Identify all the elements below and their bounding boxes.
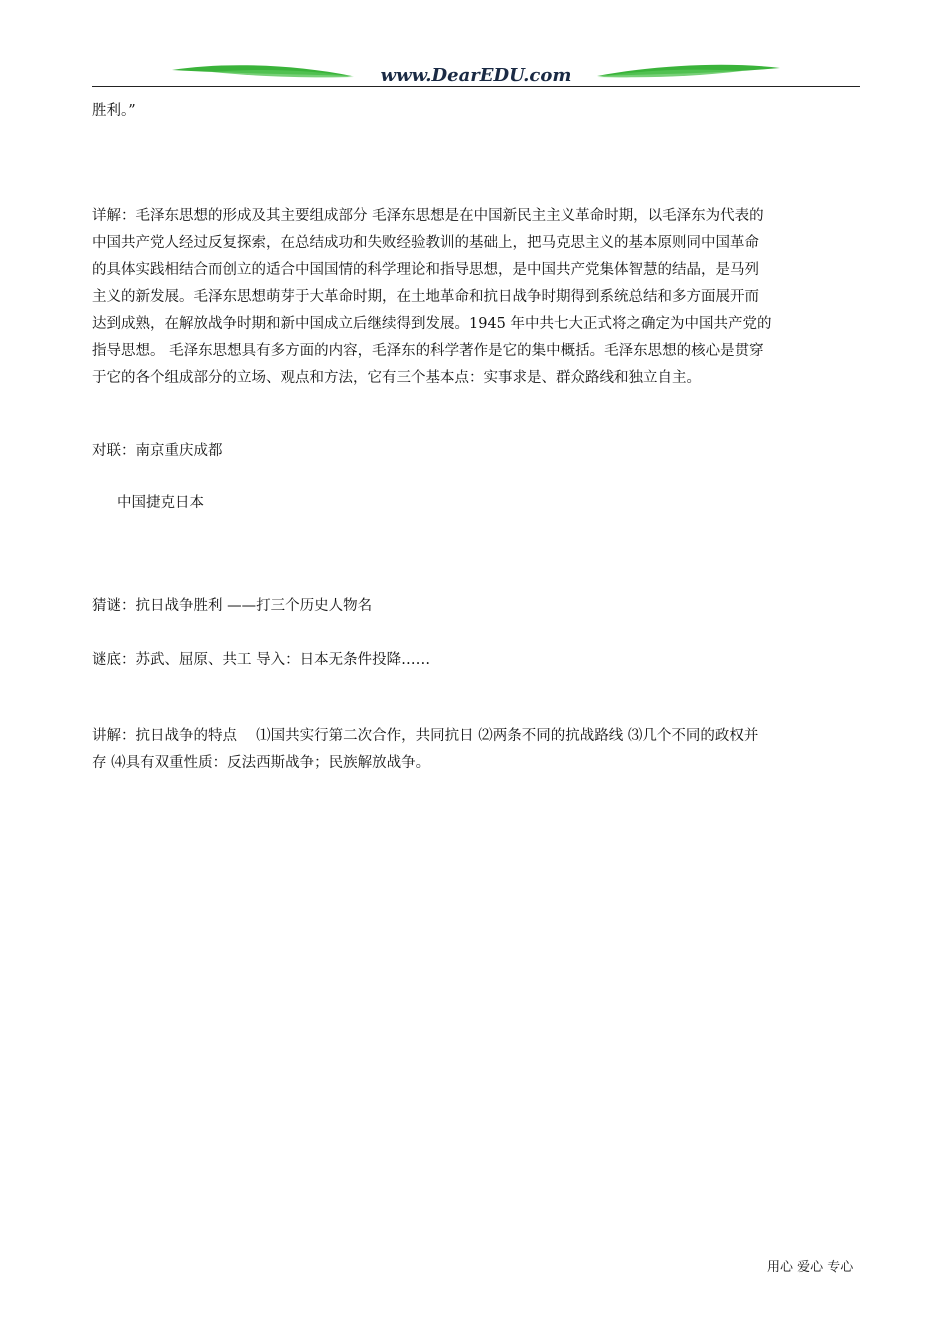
text-line: 讲解：抗日战争的特点 ⑴国共实行第二次合作，共同抗日 ⑵两条不同的抗战路线 ⑶几个不同的政权并 — [92, 728, 759, 744]
text-line: 达到成熟，在解放战争时期和新中国成立后继续得到发展。1945 年中共七大正式将之确定为中国共产党的 — [92, 316, 772, 332]
text-line: 的具体实践相结合而创立的适合中国国情的科学理论和指导思想，是中国共产党集体智慧的结晶，是马列 — [92, 262, 759, 278]
header-rule — [92, 86, 860, 87]
text-line: 主义的新发展。毛泽东思想萌芽于大革命时期，在土地革命和抗日战争时期得到系统总结和多方面展开而 — [92, 289, 759, 305]
couplet-line-2: 中国捷克日本 — [117, 495, 204, 511]
text-line: 详解：毛泽东思想的形成及其主要组成部分 毛泽东思想是在中国新民主主义革命时期，以毛泽东为代表的 — [92, 208, 764, 224]
leaf-swoosh-logo — [92, 60, 860, 92]
text-line: 中国共产党人经过反复探索，在总结成功和失败经验教训的基础上，把马克思主义的基本原则同中国革命 — [92, 235, 759, 251]
text-line: 指导思想。 毛泽东思想具有多方面的内容，毛泽东的科学著作是它的集中概括。毛泽东思想的核心是贯穿 — [92, 343, 764, 359]
paragraph-war-features — [92, 723, 862, 777]
logo-text: www.DearEDU.com — [380, 65, 572, 86]
couplet-line-1: 对联：南京重庆成都 — [92, 443, 223, 459]
riddle-question: 猜谜：抗日战争胜利 ——打三个历史人物名 — [92, 598, 373, 614]
header-logo-banner — [92, 60, 860, 92]
text-line: 存 ⑷具有双重性质：反法西斯战争；民族解放战争。 — [92, 755, 431, 771]
footer-slogan: 用心 爱心 专心 — [767, 1260, 854, 1275]
text-line: 于它的各个组成部分的立场、观点和方法，它有三个基本点：实事求是、群众路线和独立自主。 — [92, 370, 701, 386]
paragraph-mao-zedong-thought — [92, 203, 862, 392]
riddle-answer: 谜底：苏武、屈原、共工 导入：日本无条件投降…… — [92, 652, 431, 668]
paragraph-victory-ending: 胜利。” — [92, 103, 136, 119]
